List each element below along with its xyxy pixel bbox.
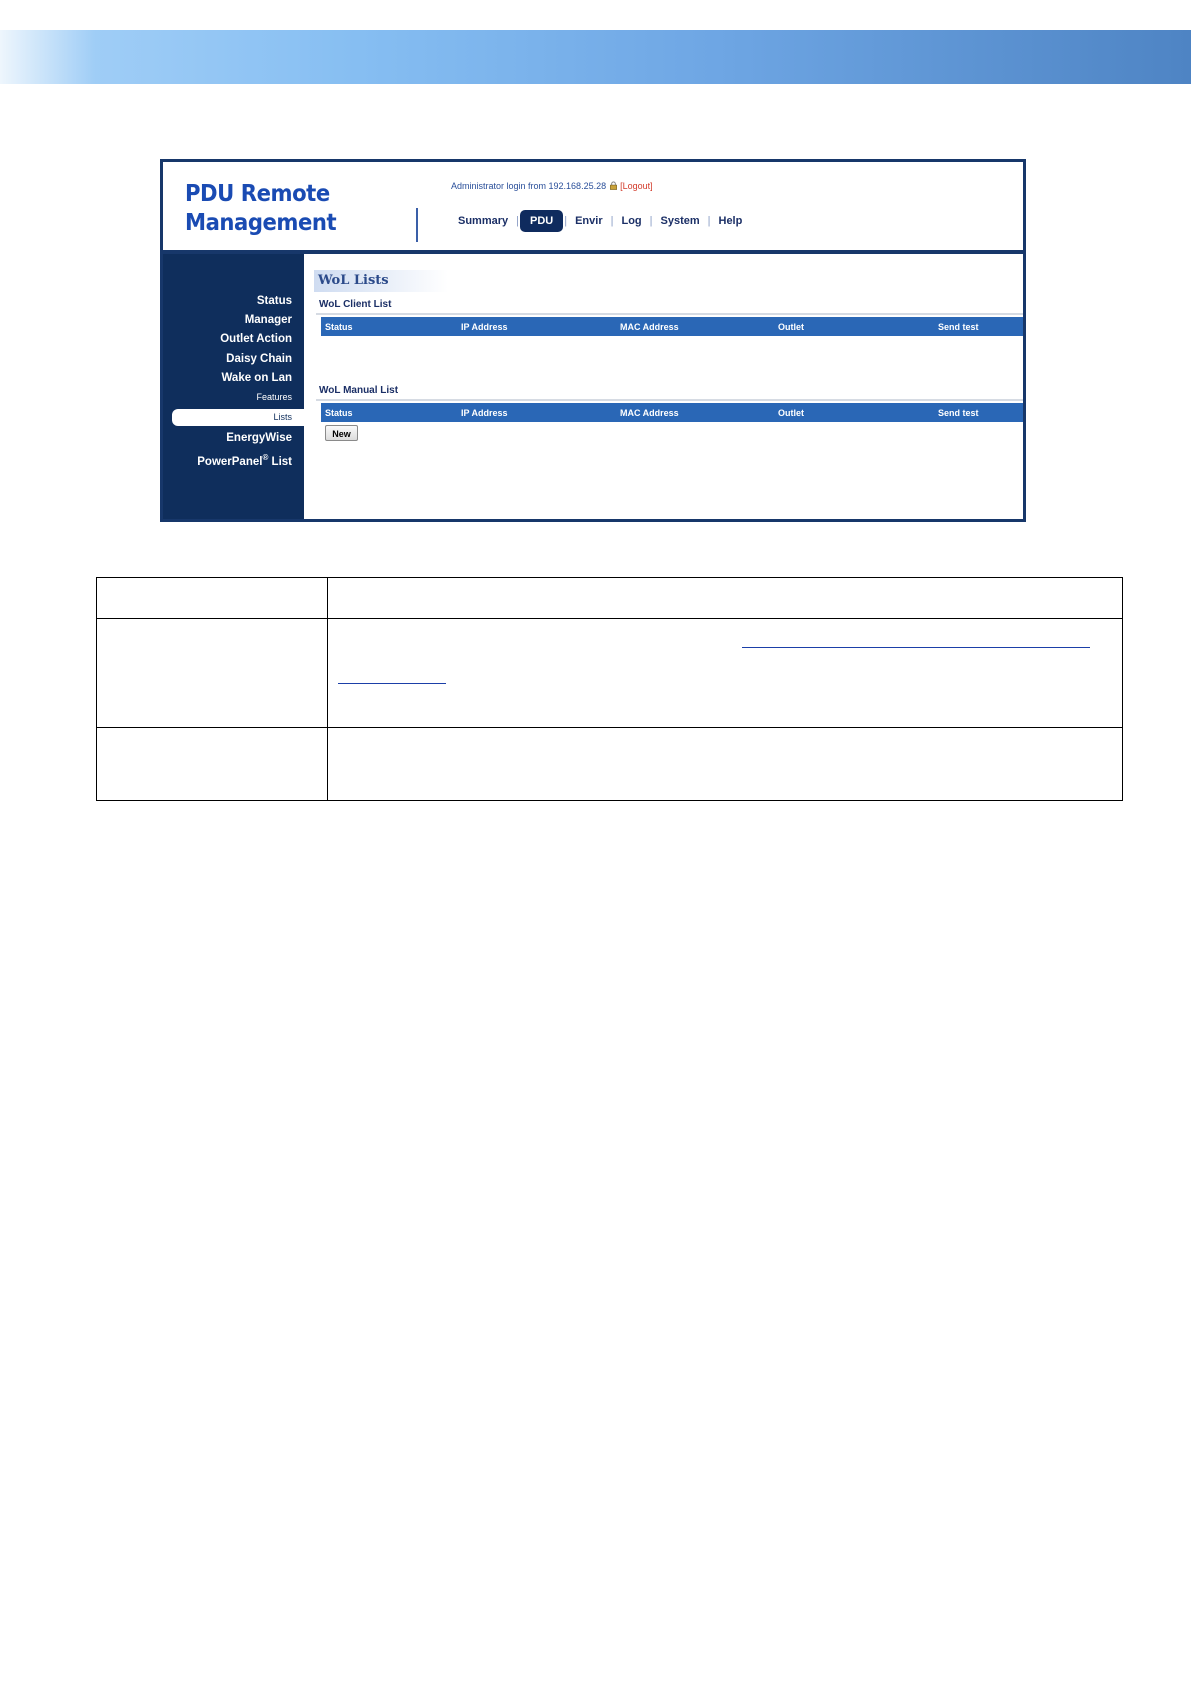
client-list-title: WoL Client List: [319, 299, 392, 310]
table-row: [97, 728, 1123, 801]
nav-summary[interactable]: Summary: [458, 215, 509, 227]
manual-list-title: WoL Manual List: [319, 385, 399, 396]
logo-line1: PDU Remote: [185, 181, 330, 207]
table-row: [97, 578, 1123, 619]
content-area: [304, 258, 1023, 519]
sidebar-item-wake-on-lan[interactable]: Wake on Lan: [221, 372, 292, 384]
col-ip-address: IP Address: [461, 408, 508, 418]
nav-separator: |: [610, 215, 614, 227]
nav-system[interactable]: System: [660, 215, 700, 227]
col-mac-address: MAC Address: [620, 408, 679, 418]
table-cell: [328, 578, 1123, 619]
col-outlet: Outlet: [778, 408, 804, 418]
col-send-test: Send test: [938, 408, 979, 418]
hyperlink-underline[interactable]: [338, 683, 446, 684]
page-title: WoL Lists: [314, 270, 448, 292]
col-status: Status: [325, 408, 353, 418]
table-cell: [97, 578, 328, 619]
nav-separator: |: [516, 215, 519, 227]
nav-pdu[interactable]: PDU: [520, 210, 563, 232]
description-table: [96, 577, 1123, 801]
sidebar: [163, 254, 304, 519]
main-nav: [451, 210, 749, 232]
nav-separator: |: [707, 215, 711, 227]
nav-help[interactable]: Help: [718, 215, 743, 227]
document-header-banner: [0, 30, 1191, 84]
sidebar-item-energywise[interactable]: EnergyWise: [226, 432, 292, 444]
table-cell: [328, 619, 1123, 728]
logo: [185, 180, 336, 238]
table-cell: [97, 728, 328, 801]
nav-separator: |: [564, 215, 568, 227]
col-mac-address: MAC Address: [620, 322, 679, 332]
table-row: [97, 619, 1123, 728]
lock-icon: [609, 181, 618, 190]
nav-log[interactable]: Log: [621, 215, 642, 227]
login-text: Administrator login from 192.168.25.28: [451, 181, 607, 191]
logout-link[interactable]: [Logout]: [620, 181, 653, 191]
sidebar-item-daisy-chain[interactable]: Daisy Chain: [226, 353, 292, 365]
col-send-test: Send test: [938, 322, 979, 332]
sidebar-item-powerpanel-list[interactable]: [197, 453, 292, 468]
web-ui-header: [163, 162, 1023, 254]
sidebar-item-manager[interactable]: Manager: [244, 314, 292, 326]
sidebar-item-status[interactable]: Status: [256, 295, 292, 307]
section-divider: [316, 399, 1023, 401]
col-outlet: Outlet: [778, 322, 804, 332]
nav-envir[interactable]: Envir: [575, 215, 603, 227]
table-cell: [328, 728, 1123, 801]
registered-mark: ®: [262, 453, 269, 462]
hyperlink-underline[interactable]: [742, 647, 1090, 648]
powerpanel-label: PowerPanel: [197, 455, 263, 468]
nav-separator: |: [649, 215, 653, 227]
logo-line2: Management: [185, 210, 337, 236]
client-list-header: [321, 317, 1023, 336]
col-status: Status: [325, 322, 353, 332]
pdu-web-ui-screenshot: [160, 159, 1026, 522]
powerpanel-suffix: List: [268, 455, 292, 468]
sidebar-item-outlet-action[interactable]: Outlet Action: [220, 333, 292, 345]
sidebar-subitem-features[interactable]: Features: [256, 392, 292, 402]
new-button[interactable]: New: [325, 425, 358, 441]
sidebar-subitem-lists[interactable]: Lists: [172, 409, 304, 426]
manual-list-header: [321, 403, 1023, 422]
logo-divider: [416, 208, 418, 242]
table-cell: [97, 619, 328, 728]
login-info: [451, 181, 653, 191]
section-divider: [316, 313, 1023, 315]
col-ip-address: IP Address: [461, 322, 508, 332]
